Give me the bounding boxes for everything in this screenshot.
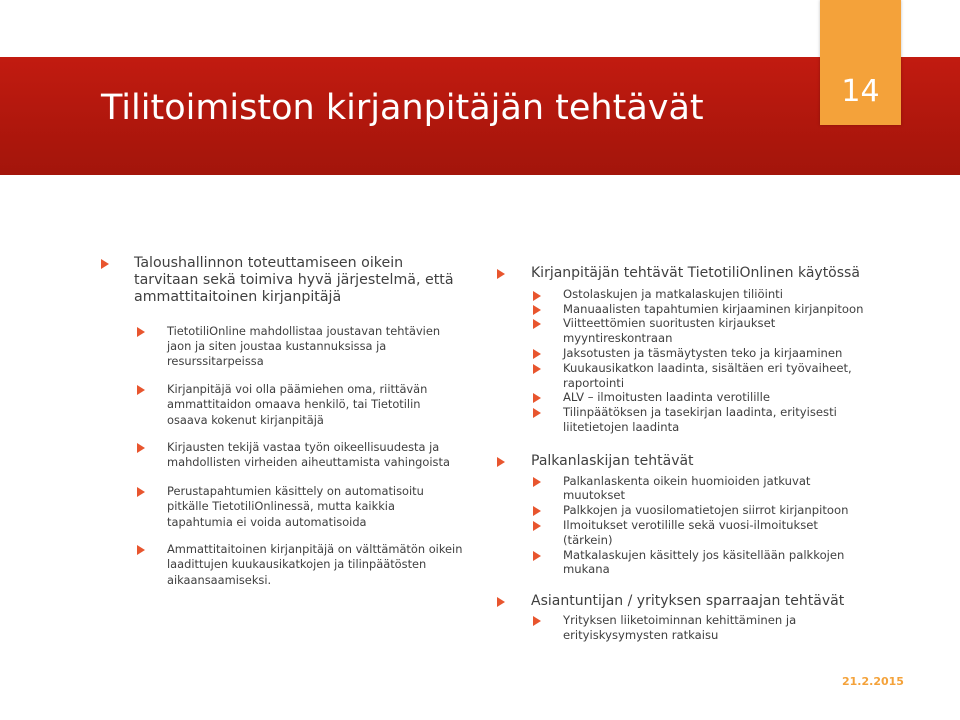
right-item: [533, 361, 867, 391]
bullet-arrow-icon: [101, 259, 109, 269]
right-item-text: Ilmoitukset verotilille sekä vuosi-ilmoitukset (tärkein): [563, 517, 818, 547]
right-item: [533, 613, 867, 643]
left-sub-text: Perustapahtumien käsittely on automatisoitu pitkälle TietotiliOnlinessä, mutta kaikkia tapahtumia ei voida automatisoida: [167, 483, 424, 529]
right-item: [533, 518, 867, 548]
left-column: [101, 255, 463, 588]
left-sub-text: Kirjanpitäjä voi olla päämiehen oma, riittävän ammattitaidon omaava henkilö, tai Tietotilin osaava kokenut kirjanpitäjä: [167, 381, 428, 427]
left-sub-bullet: [137, 484, 463, 530]
left-sub-text: TietotiliOnline mahdollistaa joustavan tehtävien jaon ja siten joustaa kustannuksissa ja resurssitarpeissa: [167, 323, 441, 369]
bullet-arrow-icon: [533, 349, 541, 359]
right-group-heading: [497, 265, 867, 282]
right-item-text: Kuukausikatkon laadinta, sisältäen eri työvaiheet, raportointi: [563, 360, 852, 390]
right-heading-text: Kirjanpitäjän tehtävät TietotiliOnlinen käytössä: [531, 265, 860, 281]
bullet-arrow-icon: [533, 393, 541, 403]
left-sub-bullet: [137, 324, 463, 370]
right-item-text: Tilinpäätöksen ja tasekirjan laadinta, erityisesti liitetietojen laadinta: [563, 405, 837, 434]
right-item-text: Manuaalisten tapahtumien kirjaaminen kirjanpitoon: [563, 301, 864, 316]
right-item: [533, 302, 867, 317]
right-item: [533, 405, 867, 435]
slide-number-box: [820, 0, 901, 125]
right-item-text: Viitteettömien suoritusten kirjaukset myyntireskontraan: [563, 316, 776, 346]
right-item-text: Palkkojen ja vuosilomatietojen siirrot kirjanpitoon: [563, 503, 849, 518]
bullet-arrow-icon: [497, 457, 505, 467]
right-group-heading: [497, 593, 867, 610]
slide-date: 21.2.2015: [842, 675, 904, 688]
left-sub-text: Ammattitaitoinen kirjanpitäjä on välttämätön oikein laadittujen kuukausikatkojen ja tilinpäätösten aikaansaamiseksi.: [167, 542, 463, 587]
bullet-arrow-icon: [533, 506, 541, 516]
right-item: [533, 548, 867, 578]
right-item: [533, 474, 867, 504]
right-item-text: Ostolaskujen ja matkalaskujen tiliöinti: [563, 286, 783, 301]
right-item-text: Palkanlaskenta oikein huomioiden jatkuvat muutokset: [563, 473, 811, 503]
left-sub-bullet: [137, 542, 463, 588]
right-heading-text: Palkanlaskijan tehtävät: [531, 452, 694, 469]
right-item-text: ALV – ilmoitusten laadinta verotilille: [563, 390, 770, 405]
bullet-arrow-icon: [137, 443, 145, 453]
bullet-arrow-icon: [137, 327, 145, 337]
right-group-heading: [497, 453, 867, 470]
bullet-arrow-icon: [533, 291, 541, 301]
bullet-arrow-icon: [533, 305, 541, 315]
right-item: [533, 316, 867, 346]
bullet-arrow-icon: [137, 385, 145, 395]
left-sub-text: Kirjausten tekijä vastaa työn oikeellisuudesta ja mahdollisten virheiden aiheuttamista vahingoista: [167, 440, 450, 470]
right-item: [533, 503, 867, 518]
right-heading-text: Asiantuntijan / yrityksen sparraajan tehtävät: [531, 593, 845, 610]
left-sub-bullet: [137, 382, 463, 428]
bullet-arrow-icon: [533, 408, 541, 418]
left-main-bullet: [101, 255, 463, 307]
right-item-text: Yrityksen liiketoiminnan kehittäminen ja erityiskysymysten ratkaisu: [563, 612, 797, 642]
slide-number: 14: [841, 74, 880, 109]
bullet-arrow-icon: [497, 269, 505, 279]
bullet-arrow-icon: [533, 551, 541, 561]
right-item: [533, 390, 867, 405]
right-item: [533, 346, 867, 361]
right-column: [497, 265, 867, 643]
slide-title: Tilitoimiston kirjanpitäjän tehtävät: [101, 88, 704, 128]
left-sub-bullet: [137, 440, 463, 471]
bullet-arrow-icon: [533, 616, 541, 626]
right-item-text: Matkalaskujen käsittely jos käsitellään palkkojen mukana: [563, 547, 845, 577]
bullet-arrow-icon: [533, 521, 541, 531]
bullet-arrow-icon: [533, 364, 541, 374]
bullet-arrow-icon: [137, 545, 145, 555]
bullet-arrow-icon: [497, 597, 505, 607]
bullet-arrow-icon: [533, 319, 541, 329]
right-item-text: Jaksotusten ja täsmäytysten teko ja kirjaaminen: [563, 345, 843, 360]
right-item: [533, 287, 867, 302]
bullet-arrow-icon: [533, 477, 541, 487]
left-main-text: Taloushallinnon toteuttamiseen oikein tarvitaan sekä toimiva hyvä järjestelmä, että ammattitaitoinen kirjanpitäjä: [134, 255, 454, 306]
bullet-arrow-icon: [137, 487, 145, 497]
